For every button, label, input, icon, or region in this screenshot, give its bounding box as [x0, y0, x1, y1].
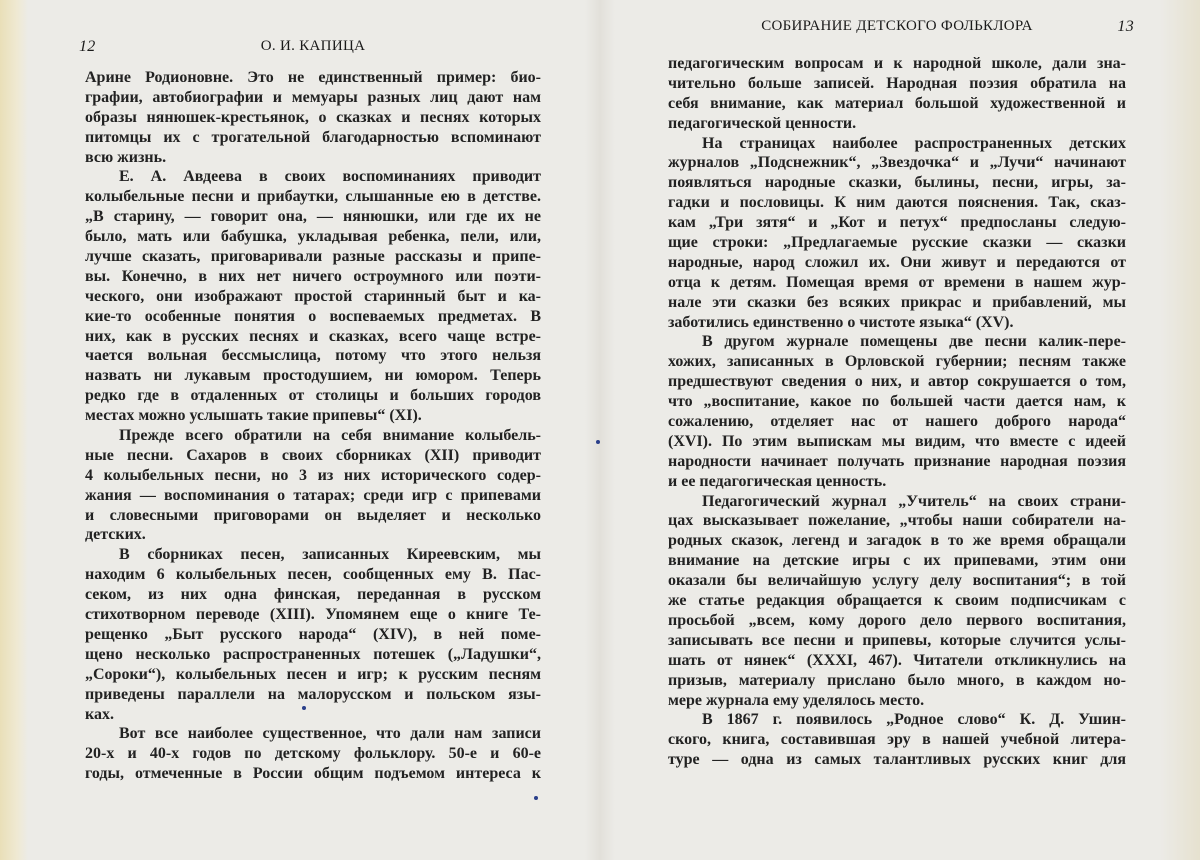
ink-speck	[534, 796, 538, 800]
text-line: сожалению, отделяет нас от нашего доброго народа“	[668, 413, 1126, 431]
text-line: призыв, материалу прислано было много, в каждом но-	[668, 671, 1126, 689]
text-line: стихотворном переводе (XIII). Упомянем еще о книге Те-	[85, 606, 541, 624]
text-line: появляться народные сказки, былины, песни, игры, за-	[668, 174, 1126, 192]
text-line: Прежде всего обратили на себя внимание колыбель-	[119, 427, 541, 445]
page-body	[668, 54, 1126, 770]
text-line: всю жизнь.	[85, 148, 167, 166]
text-line: (XVI). По этим выпискам мы видим, что вместе с идеей	[668, 432, 1126, 450]
ink-speck	[596, 440, 600, 444]
text-line: Вот все наиболее существенное, что дали нам записи	[119, 725, 541, 743]
paper-edge-left	[0, 0, 28, 860]
text-line: детских.	[85, 526, 146, 544]
text-line: В сборниках песен, записанных Киреевским, мы	[119, 546, 541, 564]
text-line: Педагогический журнал „Учитель“ на своих страни-	[702, 492, 1126, 510]
text-line: Е. А. Авдеева в своих воспоминаниях приводит	[119, 168, 541, 186]
text-line: лучше сказать, приговаривали разные рассказы и припе-	[85, 248, 541, 266]
text-line: просьбой „всем, кому дорого дело первого воспитания,	[668, 611, 1126, 629]
text-line: На страницах наиболее распространенных детских	[702, 134, 1126, 152]
page-number: 13	[1117, 18, 1134, 35]
paper-edge-right	[1160, 0, 1200, 860]
text-line: же статье редакция обращается к своим подписчикам с	[668, 592, 1126, 610]
text-line: „Сороки“), колыбельных песен и игр; к русским песням	[85, 665, 541, 683]
text-line: журналов „Подснежник“, „Звездочка“ и „Лучи“ начинают	[668, 154, 1126, 172]
text-line: щено несколько распространенных потешек („Ладушки“,	[85, 645, 541, 663]
page-header	[79, 38, 541, 60]
text-line: ческого, они изображают простой старинный быт и ка-	[85, 287, 541, 305]
text-line: записывать все песни и припевы, которые случится услы-	[668, 631, 1126, 649]
ink-speck	[302, 706, 306, 710]
text-line: приведены параллели на малорусском и польском язы-	[85, 685, 541, 703]
page-body	[85, 68, 541, 784]
text-line: графии, автобиографии и мемуары разных лиц дают нам	[85, 88, 541, 106]
text-line: колыбельные песни и прибаутки, слышанные ею в детстве.	[85, 188, 541, 206]
text-line: ках.	[85, 705, 114, 723]
text-line: чительно больше записей. Народная поэзия обратила на	[668, 74, 1126, 92]
text-line: оказали бы величайшую услугу делу воспитания“; в той	[668, 572, 1126, 590]
text-line: 4 колыбельных песни, но 3 из них исторического содер-	[85, 466, 541, 484]
text-line: местах можно услышать такие припевы“ (XI).	[85, 407, 422, 425]
text-line: рещенко „Быт русского народа“ (XIV), в ней поме-	[85, 625, 541, 643]
page-number: 12	[79, 38, 96, 55]
text-line: было, мать или бабушка, укладывая ребенка, пели, или,	[85, 228, 541, 246]
text-line: годы, отмеченные в России общим подъемом интереса к	[85, 765, 541, 783]
text-line: В 1867 г. появилось „Родное слово“ К. Д. Ушин-	[702, 711, 1126, 729]
text-line: народности начинает получать признание народная поэзия	[668, 452, 1126, 470]
text-line: нале эти сказки без всяких прикрас и прибавлений, мы	[668, 293, 1126, 311]
book-gutter	[585, 0, 615, 860]
text-line: отца к детям. Помещая время от времени в нашем жур-	[668, 273, 1126, 291]
text-line: и ее педагогическая ценность.	[668, 472, 887, 490]
text-line: В другом журнале помещены две песни калик-пере-	[702, 333, 1126, 351]
text-line: педагогическим вопросам и к народной школе, дали зна-	[668, 55, 1126, 72]
text-line: заботились единственно о чистоте языка“ (XV).	[668, 313, 1014, 331]
running-head: СОБИРАНИЕ ДЕТСКОГО ФОЛЬКЛОРА	[761, 18, 1033, 34]
text-line: находим 6 колыбельных песен, сообщенных ему В. Пас-	[85, 566, 541, 584]
text-line: хожих, записанных в Орловской губернии; песням также	[668, 353, 1126, 371]
text-line: ные песни. Сахаров в своих сборниках (XII) приводит	[85, 446, 541, 464]
text-line: питомцы их с трогательной благодарностью вспоминают	[85, 128, 541, 146]
text-line: мере журнала ему уделялось место.	[668, 691, 925, 709]
text-line: себя внимание, как материал большой художественной и	[668, 94, 1126, 112]
text-line: Арине Родионовне. Это не единственный пример: био-	[85, 69, 541, 86]
text-line: туре — одна из самых талантливых русских книг для	[668, 751, 1126, 769]
text-line: редко где в отдаленных от столицы и больших городов	[85, 387, 541, 405]
running-head: О. И. КАПИЦА	[260, 38, 366, 54]
text-line: жания — воспоминания о татарах; среди игр с припевами	[85, 486, 541, 504]
text-line: кам „Три зятя“ и „Кот и петух“ предпосланы следую-	[668, 214, 1126, 232]
text-line: чается вольная бессмыслица, потому что этого нельзя	[85, 347, 541, 365]
text-line: назвать ни лукавым простодушием, ни юмором. Теперь	[85, 367, 541, 385]
text-line: 20-х и 40-х годов по детскому фольклору. 50-е и 60-е	[85, 745, 541, 763]
text-line: шать от нянек“ (XXXI, 467). Читатели откликнулись на	[668, 651, 1126, 669]
text-line: что „воспитание, какое по большей части дается нам, к	[668, 393, 1126, 411]
text-line: предшествуют сведения о них, и автор сокрушается о том,	[668, 373, 1126, 391]
text-line: ского, книга, составившая эру в нашей учебной литера-	[668, 731, 1126, 749]
text-line: и словесными приговорами он выделяет и несколько	[85, 506, 541, 524]
text-line: кие-то особенные понятия о воспеваемых предметах. В	[85, 307, 541, 325]
text-line: вы. Конечно, в них нет ничего остроумного или поэти-	[85, 267, 541, 285]
text-line: цах высказывает пожелание, „чтобы наши собиратели на-	[668, 512, 1126, 530]
text-line: внимание на детские игры с их припевами, этим они	[668, 552, 1126, 570]
text-line: гадки и пословицы. К ним даются пояснения. Так, сказ-	[668, 194, 1126, 212]
text-line: щие строки: „Предлагаемые русские сказки — сказки	[668, 234, 1126, 252]
page-header	[668, 18, 1134, 40]
text-line: педагогической ценности.	[668, 114, 857, 132]
text-line: них, как в русских песнях и сказках, всего чаще встре-	[85, 327, 541, 345]
right-page	[668, 18, 1134, 770]
text-line: секом, из них одна финская, переданная в русском	[85, 586, 541, 604]
text-line: образы нянюшек-крестьянок, о сказках и песнях которых	[85, 108, 541, 126]
text-line: родных сказок, легенд и загадок в то же время обращали	[668, 532, 1126, 550]
left-page	[79, 38, 541, 784]
text-line: народные, народ сложил их. Они живут и передаются от	[668, 253, 1126, 271]
text-line: „В старину, — говорит она, — нянюшки, или где их не	[85, 208, 541, 226]
